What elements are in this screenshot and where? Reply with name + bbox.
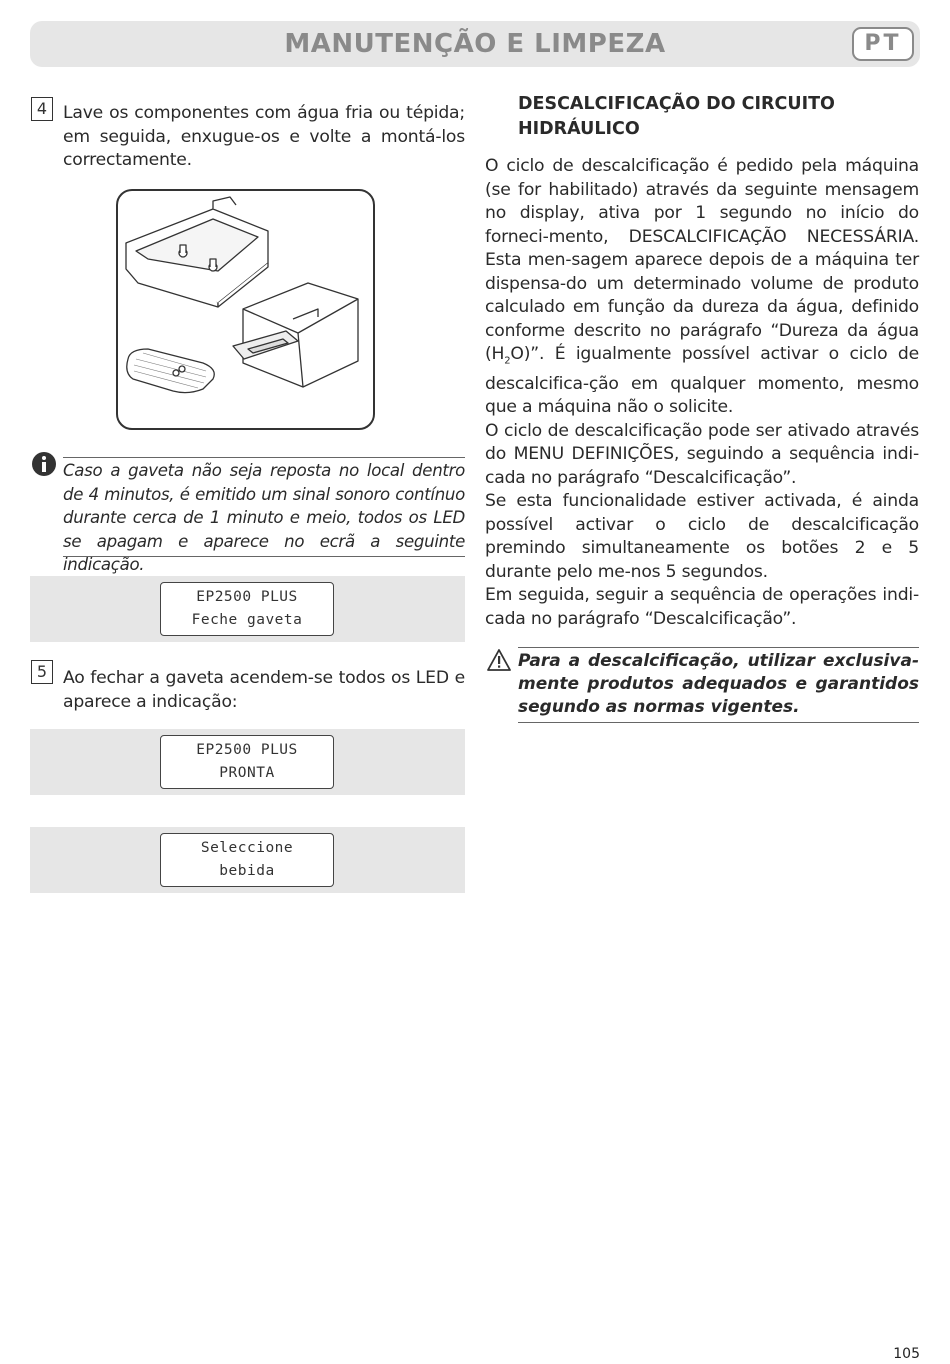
descaling-paragraph-3: Se esta funcionalidade estiver activada, é ainda possível activar o ciclo de descalcificação premindo simultaneamente os botões 2 e 5 durante pelo me-nos 5 segundos. <box>485 491 919 582</box>
display-line-2: PRONTA <box>219 765 275 781</box>
note-text: Caso a gaveta não seja reposta no local dentro de 4 minutos, é emitido um sinal sonoro contínuo durante cerca de 1 minuto e meio, todos os LED se apagam e aparece no ecrã a seguinte indicação. <box>63 461 465 574</box>
warning-icon <box>486 648 512 672</box>
display-line-1: EP2500 PLUS <box>196 742 298 758</box>
section-title: DESCALCIFICAÇÃO DO CIRCUITO HIDRÁULICO <box>518 94 835 139</box>
warning-divider-top <box>518 647 919 648</box>
page-header <box>30 21 920 67</box>
display-screen <box>160 735 334 789</box>
display-panel-3 <box>30 827 465 893</box>
display-panel-1 <box>30 576 465 642</box>
display-line-1: Seleccione <box>200 840 294 856</box>
descaling-body <box>485 155 919 631</box>
display-line-2: bebida <box>219 863 275 879</box>
display-screen <box>160 582 334 636</box>
descaling-paragraph-4: Em seguida, seguir a sequência de operações indi-cada no parágrafo “Descalcificação”. <box>485 585 919 629</box>
descaling-paragraph-1: O ciclo de descalcificação é pedido pela máquina (se for habilitado) através da seguinte mensagem no display, ativa por 1 segundo no início do forneci-mento, DESCALCIFICAÇÃO NECESSÁRIA. Esta men-sagem aparece depois de a máquina ter dispensa-do um determinado volume de produto calculado em função da dureza da água, definido conforme descrito no parágrafo “Dureza da água $(H_2O)$”. É igualmente possível activar o ciclo de descalcifica-ção em qualquer momento, mesmo que a máquina não o solicite. <box>485 156 919 418</box>
step-number-5: 5 <box>31 660 53 684</box>
descaling-paragraph-2: O ciclo de descalcificação pode ser ativado através do MENU DEFINIÇÕES, seguindo a sequência indi-cada no parágrafo “Descalcificação”. <box>485 420 919 488</box>
components-illustration <box>116 189 375 430</box>
warning-text: Para a descalcificação, utilizar exclusiva-mente produtos adequados e garantidos segundo as normas vigentes. <box>518 651 919 717</box>
step-5-text: Ao fechar a gaveta acendem-se todos os LED e aparece a indicação: <box>63 668 465 712</box>
page-title: MANUTENÇÃO E LIMPEZA <box>284 29 666 59</box>
display-screen <box>160 833 334 887</box>
note-divider-bottom <box>63 556 465 557</box>
display-line-1: EP2500 PLUS <box>196 589 298 605</box>
language-badge: PT <box>852 27 914 61</box>
step-4-text: Lave os componentes com água fria ou tépida; em seguida, enxugue-os e volte a montá-los correctamente. <box>63 103 465 170</box>
display-panel-2 <box>30 729 465 795</box>
info-icon <box>31 451 57 477</box>
page-number: 105 <box>893 1346 920 1362</box>
note-divider-top <box>63 457 465 458</box>
drawer-parts-drawing <box>118 191 373 428</box>
display-line-2: Feche gaveta <box>191 612 303 628</box>
step-number-4: 4 <box>31 97 53 121</box>
warning-divider-bottom <box>518 722 919 723</box>
